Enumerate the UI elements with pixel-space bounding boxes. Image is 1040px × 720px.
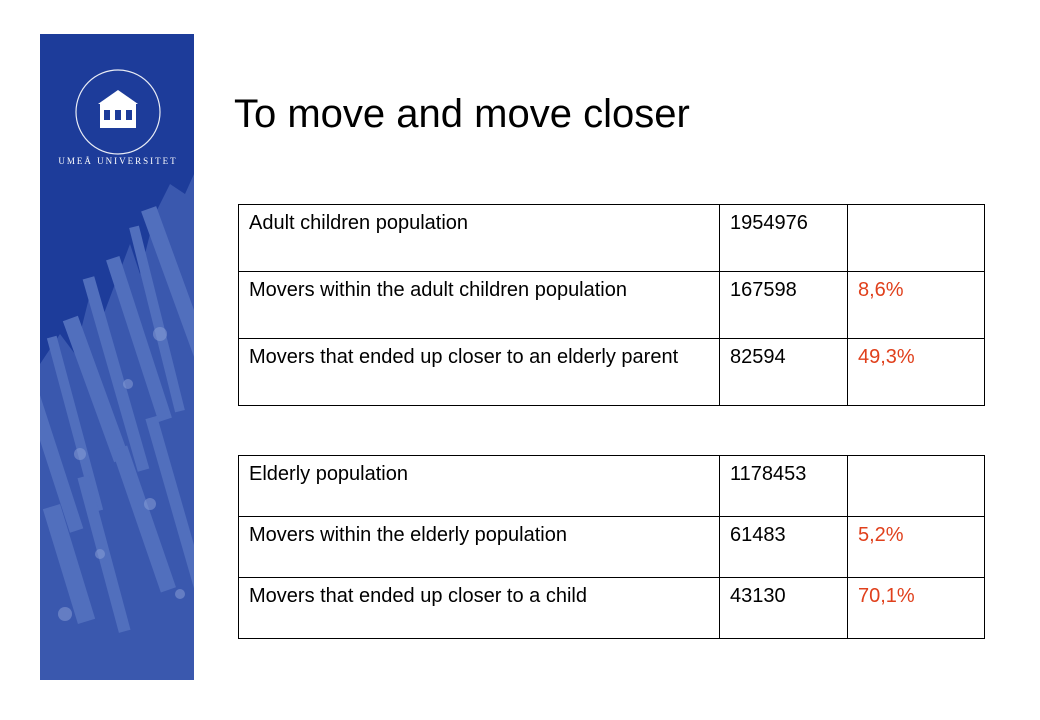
sidebar-banner [40,34,194,680]
university-logo-icon [76,70,160,154]
table-row [239,339,985,406]
page-title: To move and move closer [234,92,690,136]
row-label: Adult children population [239,205,720,272]
elderly-table [238,455,985,639]
row-percent [848,205,985,272]
adult-children-table [238,204,985,406]
row-percent: 49,3% [848,339,985,406]
row-percent: 8,6% [848,272,985,339]
row-percent [848,456,985,517]
row-percent: 70,1% [848,578,985,639]
table-row [239,272,985,339]
table-row [239,517,985,578]
sidebar-texture [40,34,194,680]
row-label: Movers within the elderly population [239,517,720,578]
row-value: 1954976 [720,205,848,272]
row-label: Movers that ended up closer to an elderly parent [239,339,720,406]
row-label: Movers within the adult children population [239,272,720,339]
row-percent: 5,2% [848,517,985,578]
table-row [239,578,985,639]
logo-ring-text: UMEÅ UNIVERSITET [58,156,178,166]
table-row [239,205,985,272]
row-label: Movers that ended up closer to a child [239,578,720,639]
row-value: 61483 [720,517,848,578]
row-value: 167598 [720,272,848,339]
row-value: 82594 [720,339,848,406]
row-label: Elderly population [239,456,720,517]
table-row [239,456,985,517]
row-value: 1178453 [720,456,848,517]
row-value: 43130 [720,578,848,639]
